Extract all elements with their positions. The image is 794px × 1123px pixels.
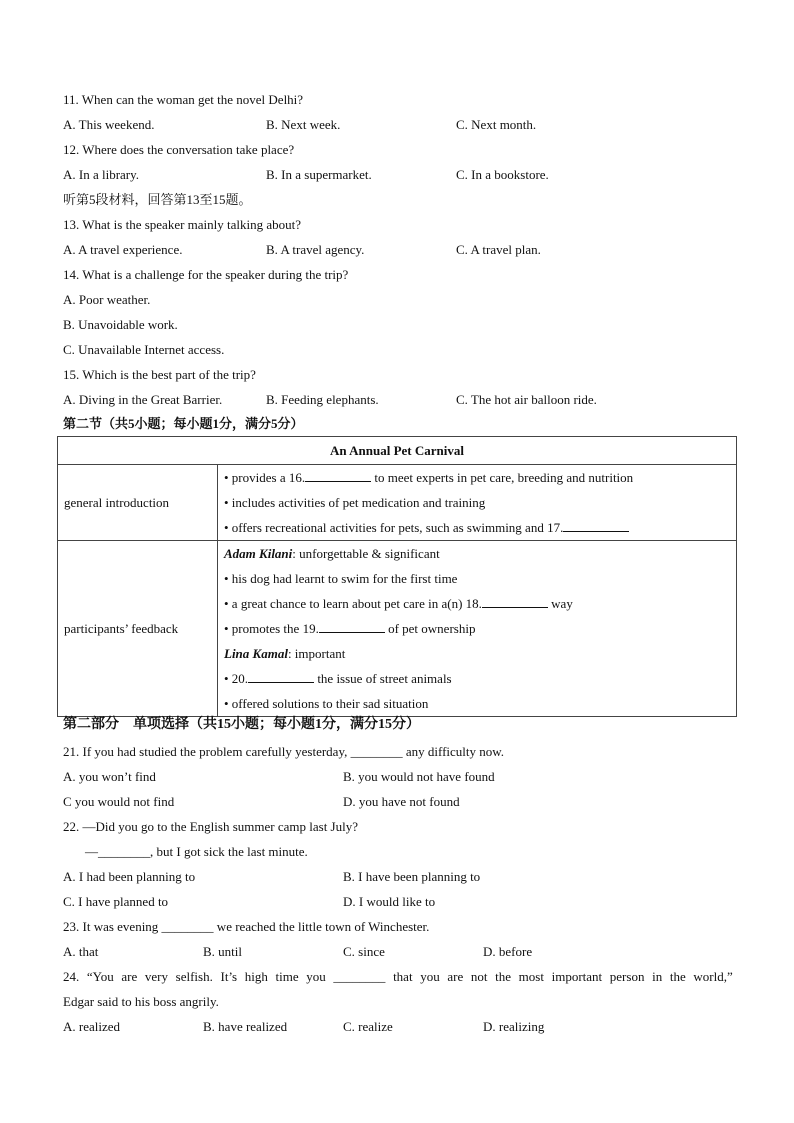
q24-option-a[interactable]: A. realized <box>63 1019 121 1034</box>
q14-option-a[interactable]: A. Poor weather. <box>63 292 151 307</box>
q22-reply: —________, but I got sick the last minute. <box>85 844 308 859</box>
q11-option-a[interactable]: A. This weekend. <box>63 117 155 132</box>
table-title: An Annual Pet Carnival <box>58 437 737 465</box>
q11-stem: 11. When can the woman get the novel Delhi? <box>63 92 304 107</box>
q12-option-b[interactable]: B. In a supermarket. <box>266 167 372 182</box>
row-content-general <box>218 465 737 541</box>
row-label-general: general introduction <box>58 465 218 541</box>
q14-option-b[interactable]: B. Unavoidable work. <box>63 317 178 332</box>
section5-instruction: 听第5段材料，回答第13至15题。 <box>63 192 252 207</box>
q13-option-a[interactable]: A. A travel experience. <box>63 242 183 257</box>
q23-option-c[interactable]: C. since <box>343 944 385 959</box>
adam-line-1: • his dog had learnt to swim for the first time <box>224 571 458 586</box>
q24-option-d[interactable]: D. realizing <box>483 1019 545 1034</box>
q24-option-c[interactable]: C. realize <box>343 1019 393 1034</box>
q21-option-c[interactable]: C you would not find <box>63 794 175 809</box>
blank-17[interactable] <box>563 519 629 532</box>
lina-heading: Lina Kamal: important <box>224 646 346 661</box>
q23-option-d[interactable]: D. before <box>483 944 533 959</box>
q23-option-a[interactable]: A. that <box>63 944 99 959</box>
q13-option-b[interactable]: B. A travel agency. <box>266 242 365 257</box>
q22-option-b[interactable]: B. I have been planning to <box>343 869 481 884</box>
lina-line-1: • 20. the issue of street animals <box>224 671 452 686</box>
adam-line-2: • a great chance to learn about pet care in a(n) 18. way <box>224 596 573 611</box>
q13-stem: 13. What is the speaker mainly talking about? <box>63 217 302 232</box>
q21-stem: 21. If you had studied the problem carefully yesterday, ________ any difficulty now. <box>63 744 505 759</box>
q21-option-a[interactable]: A. you won’t find <box>63 769 156 784</box>
q12-option-a[interactable]: A. In a library. <box>63 167 140 182</box>
table-row-general <box>58 465 737 541</box>
table-row-feedback <box>58 541 737 717</box>
section2-heading: 第二节（共5小题；每小题1分，满分5分） <box>63 416 304 431</box>
q22-stem: 22. —Did you go to the English summer camp last July? <box>63 819 358 834</box>
q21-option-b[interactable]: B. you would not have found <box>343 769 495 784</box>
blank-18[interactable] <box>482 595 548 608</box>
row-content-feedback <box>218 541 737 717</box>
row-label-feedback: participants’ feedback <box>58 541 218 717</box>
part2-heading: 第二部分 单项选择（共15小题；每小题1分，满分15分） <box>63 717 420 732</box>
q24-option-b[interactable]: B. have realized <box>203 1019 288 1034</box>
general-line-2: • includes activities of pet medication and training <box>224 495 486 510</box>
adam-line-3: • promotes the 19. of pet ownership <box>224 621 476 636</box>
q24-stem: 24. “You are very selfish. It’s high time you ________ that you are not the most important person in the world,” <box>63 969 733 984</box>
general-line-1: • provides a 16. to meet experts in pet care, breeding and nutrition <box>224 470 634 485</box>
pet-carnival-table <box>57 436 737 717</box>
q15-option-c[interactable]: C. The hot air balloon ride. <box>456 392 597 407</box>
q12-option-c[interactable]: C. In a bookstore. <box>456 167 549 182</box>
lina-line-2: • offered solutions to their sad situation <box>224 696 429 711</box>
q12-stem: 12. Where does the conversation take place? <box>63 142 295 157</box>
q14-stem: 14. What is a challenge for the speaker during the trip? <box>63 267 349 282</box>
q24-stem-line2: Edgar said to his boss angrily. <box>63 994 219 1009</box>
q15-option-b[interactable]: B. Feeding elephants. <box>266 392 379 407</box>
q21-option-d[interactable]: D. you have not found <box>343 794 460 809</box>
q13-option-c[interactable]: C. A travel plan. <box>456 242 541 257</box>
q15-option-a[interactable]: A. Diving in the Great Barrier. <box>63 392 223 407</box>
blank-19[interactable] <box>319 620 385 633</box>
q22-option-c[interactable]: C. I have planned to <box>63 894 169 909</box>
general-line-3: • offers recreational activities for pets, such as swimming and 17. <box>218 515 736 540</box>
q11-option-b[interactable]: B. Next week. <box>266 117 341 132</box>
q14-option-c[interactable]: C. Unavailable Internet access. <box>63 342 225 357</box>
adam-heading: Adam Kilani: unforgettable & significant <box>224 546 440 561</box>
blank-16[interactable] <box>305 469 371 482</box>
q11-option-c[interactable]: C. Next month. <box>456 117 537 132</box>
q23-stem: 23. It was evening ________ we reached the little town of Winchester. <box>63 919 430 934</box>
q23-option-b[interactable]: B. until <box>203 944 243 959</box>
q15-stem: 15. Which is the best part of the trip? <box>63 367 256 382</box>
q22-option-d[interactable]: D. I would like to <box>343 894 436 909</box>
blank-20[interactable] <box>248 670 314 683</box>
q22-option-a[interactable]: A. I had been planning to <box>63 869 196 884</box>
